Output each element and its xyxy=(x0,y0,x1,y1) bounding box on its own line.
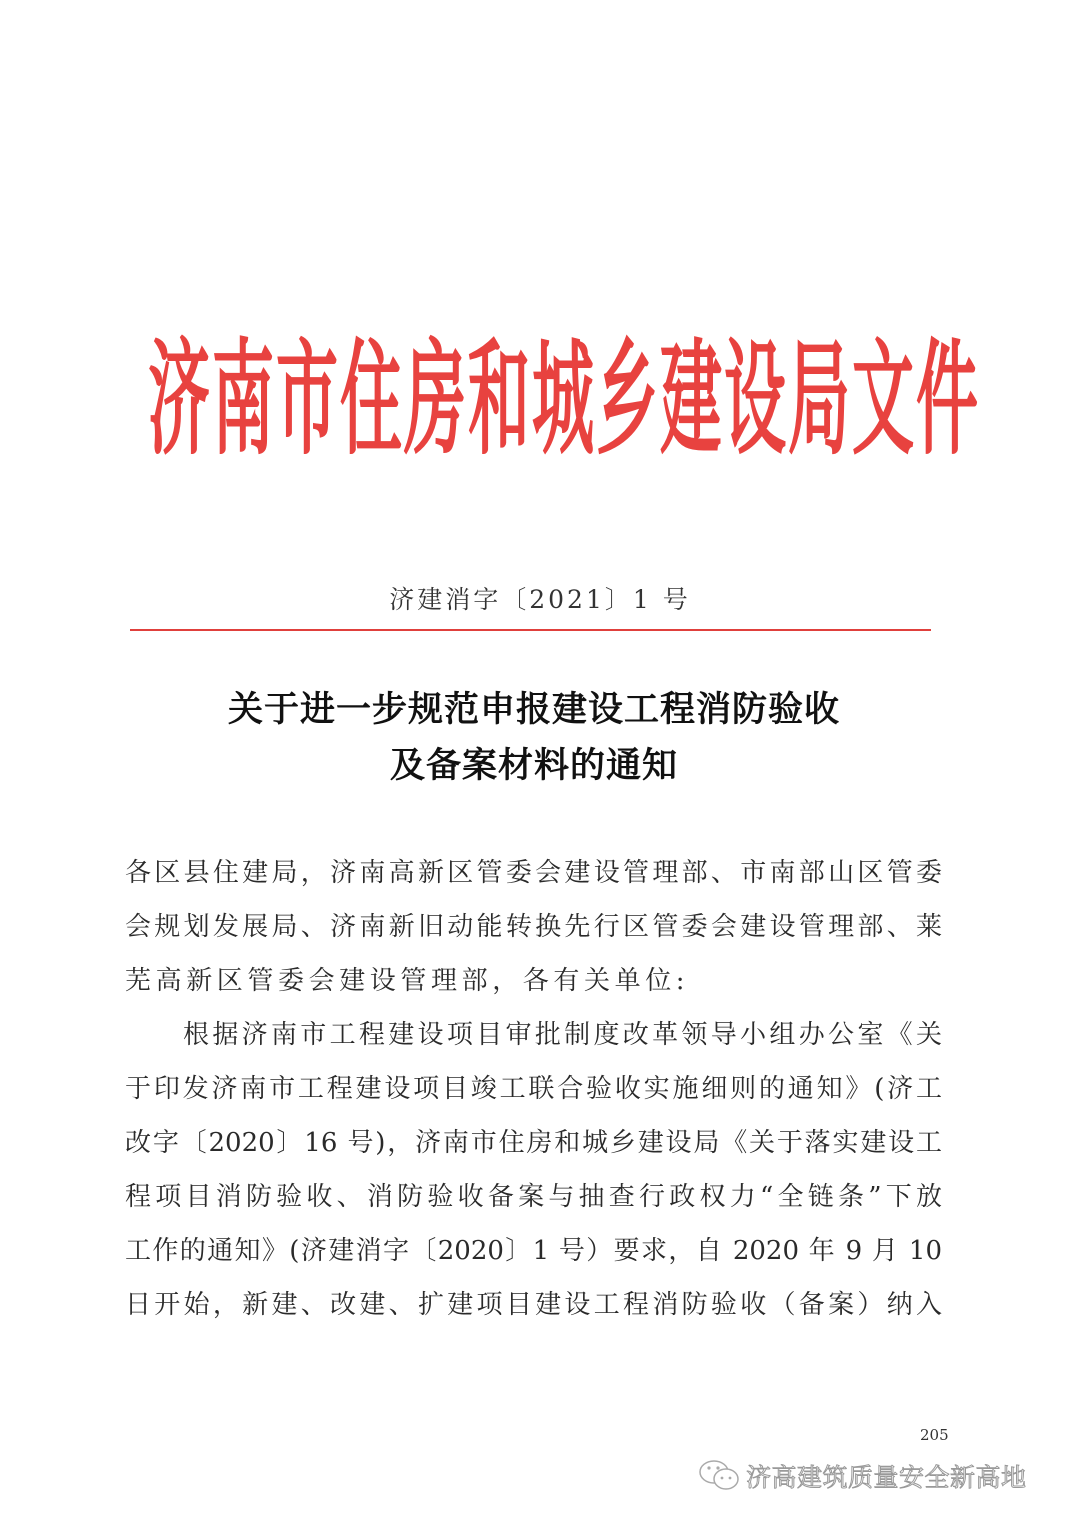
body-line: 改字〔2020〕16 号)，济南市住房和城乡建设局《关于落实建设工 xyxy=(125,1128,942,1158)
body-line: 会规划发展局、济南新旧动能转换先行区管委会建设管理部、莱 xyxy=(125,912,942,942)
body-line: 于印发济南市工程建设项目竣工联合验收实施细则的通知》(济工 xyxy=(125,1074,942,1104)
wechat-icon xyxy=(698,1459,742,1493)
document-header xyxy=(148,325,981,475)
body-line: 根据济南市工程建设项目审批制度改革领导小组办公室《关 xyxy=(183,1020,942,1050)
body-line: 芜高新区管委会建设管理部，各有关单位: xyxy=(125,966,690,996)
body-line: 工作的通知》(济建消字〔2020〕1 号）要求，自 2020 年 9 月 10 xyxy=(125,1236,942,1266)
notice-title-line2: 及备案材料的通知 xyxy=(389,745,678,786)
header-title: 济南市住房和城乡建设局文件 xyxy=(148,328,981,472)
body-line: 各区县住建局，济南高新区管委会建设管理部、市南部山区管委 xyxy=(125,858,942,888)
watermark-text: 济高建筑质量安全新高地 xyxy=(746,1463,1027,1492)
page-number: 205 xyxy=(920,1426,949,1444)
watermark xyxy=(698,1458,1027,1494)
body-line: 程项目消防验收、消防验收备案与抽查行政权力“全链条”下放 xyxy=(125,1182,942,1212)
red-divider xyxy=(130,629,931,631)
document-number: 济建消字〔2021〕1 号 xyxy=(389,585,691,614)
body-line: 日开始，新建、改建、扩建项目建设工程消防验收（备案）纳入 xyxy=(125,1290,942,1320)
notice-title-line1: 关于进一步规范申报建设工程消防验收 xyxy=(227,689,840,730)
